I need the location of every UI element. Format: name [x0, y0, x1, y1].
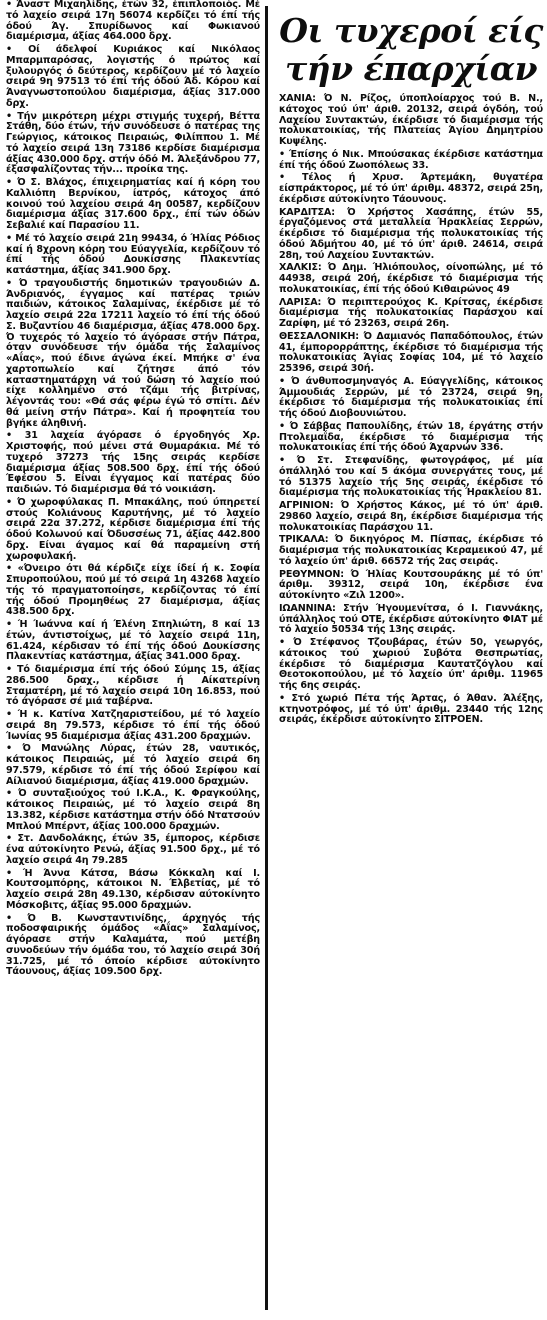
- news-item: • Στό χωριό Πέτα τής Άρτας, ό Άθαν. Άλέξης, κτηνοτρόφος, μέ τό ύπ' άριθμ. 23440 τής 12ης σειράς, έκέρδισε αύτοκίνητο ΣΙΤΡΟΕΝ.: [279, 692, 543, 726]
- news-item: • «Όνειρο ότι θά κέρδιζε είχε ίδεί ή κ. Σοφία Σπυροπούλου, πού μέ τό σειρά 1η 43268 λαχείο τής τό πραγματοποίησε, κερδίζοντας τό έπί τής όδού Προμηθέως 27 διαμέρισμα, άξίας 438.500 δρχ.: [6, 563, 260, 618]
- news-item: • Ό Σάββας Παπουλίδης, έτών 18, έργάτης στήν Πτολεμαΐδα, έκέρδισε τό διαμέρισμα τής πολυκατοικίας έπί τής όδού Άχαρνών 336.: [279, 420, 543, 454]
- news-item: ΡΕΘΥΜΝΟΝ: Ό Ήλίας Κουτσουράκης μέ τό ύπ' άριθμ. 39312, σειρά 10η, έκέρδισε ένα αύτοκίνητο «Ζιλ 1200».: [279, 568, 543, 601]
- left-column: [6, 0, 260, 980]
- news-item: • Ό συνταξιούχος τού Ι.Κ.Α., Κ. Φραγκούλης, κάτοικος Πειραιώς, μέ τό λαχείο σειρά 8η 13.382, κέρδισε κατάστημα στήν όδό Ντατσούν Μπλού Μπέρντ, άξίας 100.000 δραχμών.: [6, 788, 260, 832]
- news-item: • Ό τραγουδιστής δημοτικών τραγουδιών Δ. Άνδριανός, έγγαμος καί πατέρας τριών παιδιών, κάτοικος Σαλαμίνας, έκέρδισε μέ τό λαχείο σειρά 22α 17211 λαχείο τό έπί τής όδού Σ. Βυζαντίου 46 διαμέρισμα, άξίας 478.000 δρχ. Ό τυχερός τό λαχείο τό άγόρασε στήν Πάτρα, όταν συνόδευσε τήν όμάδα τής Σαλαμίνος «Αΐας», πού έδινε άγώνα έκεί. Μπήκε σ' ένα χαρτοπωλείο καί ζήτησε άπό τόν καταστηματάρχη νά τού δώση τό λαχείο πού είχε κολλημένο στό τζάμι τής βιτρίνας, λέγοντάς του: «Θά σάς φέρω έγώ τό σπίτι. Δέν θά μείνη στήν Πάτρα». Καί ή προφητεία του βγήκε άληθινή.: [6, 277, 260, 429]
- news-item: • Ό Β. Κωνσταντινίδης, άρχηγός τής ποδοσφαιρικής όμάδος «Αΐας» Σαλαμίνος, άγόρασε στήν Καλαμάτα, πού μετέβη συνοδεύων τήν όμάδα του, τό λαχείο σειρά 30ή 31.725, μέ τό όποίο κέρδισε αύτοκίνητο Τάουνους, άξίας 109.500 δρχ.: [6, 912, 260, 978]
- news-item: • Τέλος ή Χρυσ. Άρτεμάκη, θυγατέρα είσπράκτορος, μέ τό ύπ' άριθμ. 48372, σειρά 25η, έκέρδισε αύτοκίνητο Τάουνους.: [279, 172, 543, 205]
- news-item: • Ή Ίωάννα καί ή Έλένη Σπηλιώτη, 8 καί 13 έτών, άντιστοίχως, μέ τό λαχείο σειρά 11η, 61.424, κέρδισαν τό έπί τής όδού Δουκίσσης Πλακεντίας κατάστημα, άξίας 341.000 δραχ.: [6, 619, 260, 663]
- news-item: • Ό άνθυποσμηναγός Α. Εύαγγελίδης, κάτοικος Άμμουδιάς Σερρών, μέ τό 23724, σειρά 9η, έκέρδισε τό διαμέρισμα τής πολυκατοικίας έπί τής όδού Διοβουνιώτου.: [279, 375, 543, 419]
- news-item: • Τό διαμέρισμα έπί τής όδού Σύμης 15, άξίας 286.500 δραχ., κέρδισε ή Αίκατερίνη Σταματέρη, μέ τό λαχείο σειρά 10η 16.853, πού τό άγόρασε σέ μιά ταβέρνα.: [6, 664, 260, 708]
- news-item: • Ό Σ. Βλάχος, έπιχειρηματίας καί ή κόρη του Καλλιόπη Βερνίκου, ίατρός, κάτοχος άπό κοινού τού λαχείου σειρά 4η 00587, κερδίζουν διαμέρισμα άξίας 317.600 δρχ., έπί τών όδών Σεβαλιέ καί Παρασίου 11.: [6, 177, 260, 231]
- news-item: ΙΩΑΝΝΙΝΑ: Στήν Ήγουμενίτσα, ό Ι. Γιαννάκης, ύπάλληλος τού ΟΤΕ, έκέρδισε αύτοκίνητο ΦΙΑΤ μέ τό λαχείο 50534 τής 13ης σειράς.: [279, 602, 543, 636]
- headline-line-2: τήν έπαρχίαν: [284, 49, 538, 88]
- right-column: [279, 0, 543, 728]
- news-item: ΑΓΡΙΝΙΟΝ: Ό Χρήστος Κάκος, μέ τό ύπ' άριθ. 29860 λαχείο, σειρά 8η, έκέρδισε διαμέρισμα τής πολυκατοικίας Παράσχου 11.: [279, 500, 543, 533]
- news-item: ΛΑΡΙΣΑ: Ό περιπτερούχος Κ. Κρίτσας, έκέρδισε διαμέρισμα τής πολυκατοικίας Παράσχου καί Ζαρίφη, μέ τό 23263, σειρά 26η.: [279, 296, 543, 329]
- news-item: • Τήν μικρότερη μέχρι στιγμής τυχερή, Βέττα Στάθη, δύο έτών, τήν συνόδευσε ό πατέρας της Γεώργιος, κάτοικος Πειραιώς, Φιλίππου 1. Μέ τό λαχείο σειρά 13η 73186 κερδίσε διαμέρισμα άξίας 430.000 δρχ. στήν όδό Μ. Άλεξάνδρου 77, έξασφαλίζοντας τήν... προίκα της.: [6, 110, 260, 176]
- news-item: ΘΕΣΣΑΛΟΝΙΚΗ: Ό Δαμιανός Παπαδόπουλος, έτών 41, έμπορορράπτης, έκέρδισε τό διαμέρισμα τής πολυκατοικίας Άγίας Σοφίας 104, μέ τό λαχείο 25396, σειρά 30ή.: [279, 330, 543, 374]
- news-item: • Ό Στέφανος Τζουβάρας, έτών 50, γεωργός, κάτοικος τού χωριού Συβότα Θεσπρωτίας, έκέρδισε τό διαμέρισμα Καυτατζόγλου καί Θεοτοκοπούλου, μέ τό λαχείο ύπ' άριθμ. 11965 τής 6ης σειράς.: [279, 637, 543, 691]
- news-item: • Έπίσης ό Νικ. Μπούσακας έκέρδισε κατάστημα έπί τής όδού Ζωοπόλεως 33.: [279, 148, 543, 171]
- news-item: ΧΑΛΚΙΣ: Ό Δημ. Ήλιόπουλος, οίνοπώλης, μέ τό 44938, σειρά 20ή, έκέρδισε τό διαμέρισμα τής πολυκατοικίας, έπί τής όδού Κιθαιρώνος 49: [279, 262, 543, 295]
- news-item: • Ή Άννα Κάτσα, Βάσω Κόκκαλη καί Ι. Κουτσομπόρης, κάτοικοι Ν. Έλβετίας, μέ τό λαχείο σειρά 28η 49.130, κέρδισαν αύτοκίνητο Μόσκοβιτς, άξίας 95.000 δραχμών.: [6, 867, 260, 911]
- news-item: • 31 λαχεία άγόρασε ό έργοδηγός Χρ. Χριστοφής, πού μένει στά Θυμαράκια. Μέ τό τυχερό 37273 τής 15ης σειράς κερδίσε διαμέρισμα άξίας 508.500 δρχ. έπί τής όδού Έφέσου 5. Είναι έγγαμος καί πατέρας δύο παιδιών. Τό διαμέρισμα θά τό νοικιάση.: [6, 430, 260, 495]
- headline: [279, 12, 543, 88]
- news-item: • Ό Μανώλης Λύρας, έτών 28, ναυτικός, κάτοικος Πειραιώς, μέ τό λαχείο σειρά 6η 97.579, κέρδισε τό έπί τής όδού Σερίφου καί Αίλιανού διαμέρισμα, άξίας 419.000 δραχμών.: [6, 743, 260, 787]
- news-item: • Ό Στ. Στεφανίδης, φωτογράφος, μέ μία όπάλληλό του καί 5 άκόμα συνεργάτες τους, μέ τό 51375 λαχείο τής 5ης σειράς, έκέρδισε τό διαμέρισμα τής πολυκατοικίας τής Ήρακλείου 81.: [279, 455, 543, 499]
- news-item: ΤΡΙΚΑΛΑ: Ό δικηγόρος Μ. Πίσπας, έκέρδισε τό διαμέρισμα τής πολυκατοικίας Κεραμεικού 47, μέ τό λαχείο ύπ' άριθ. 66572 τής 2ας σειράς.: [279, 534, 543, 567]
- news-item: • Ή κ. Κατίνα Χατζηαριστείδου, μέ τό λαχείο σειρά 8η 79.573, κέρδισε τό έπί τής όδού Ίωνίας 95 διαμέρισμα άξίας 431.200 δραχμών.: [6, 709, 260, 742]
- news-item: • Οί άδελφοί Κυριάκος καί Νικόλαος Μπαρμπαρόσας, λογιστής ό πρώτος καί ξυλουργός ό δεύτερος, κερδίζουν μέ τό λαχείο σειρά 9η 97513 τό έπί τής όδού Άδ. Κόρου καί Άναγνωστοπούλου διαμέρισμα, άξίας 317.000 δρχ.: [6, 44, 260, 109]
- right-column-items: [279, 94, 543, 726]
- headline-line-1: Οι τυχεροί είς: [279, 11, 543, 50]
- news-item: • Μέ τό λαχείο σειρά 21η 99434, ό Ήλίας Ρόδιος καί ή 8χρονη κόρη του Εύαγγελία, κερδίζουν τό έπί τής όδού Δουκίσσης Πλακεντίας κατάστημα, άξίας 341.900 δρχ.: [6, 232, 260, 276]
- news-item: ΧΑΝΙΑ: Ό Ν. Ρίζος, ύποπλοίαρχος τού Β. Ν., κάτοχος τού ύπ' άριθ. 20132, σειρά όγδόη, τού Λαχείου Συντακτών, έκέρδισε τό διαμέρισμα τής πολυκατοικίας, τής Πλατείας Άγίου Δημητρίου Κυψέλης.: [279, 93, 543, 147]
- news-item: • Στ. Δανδολάκης, έτών 35, έμπορος, κέρδισε ένα αύτοκίνητο Ρενώ, άξίας 91.500 δρχ., μέ τό λαχείο σειρά 4η 79.285: [6, 833, 260, 866]
- column-divider: [265, 6, 268, 1310]
- news-item: • Ό χωροφύλακας Π. Μπακάλης, πού ύπηρετεί στούς Κολιάνους Καρυτήνης, μέ τό λαχείο σειρά 22α 37.272, κέρδισε διαμέρισμα έπί τής όδού Κολωνού καί Όδυσσέως 71, άξίας 442.800 δρχ. Είναι άγαμος καί θά παραμείνη στή χωροφυλακή.: [6, 496, 260, 562]
- news-item: ΚΑΡΔΙΤΣΑ: Ό Χρήστος Χασάπης, έτών 55, έργαζόμενος στά μεταλλεία Ήρακλείας Σερρών, έκέρδισε τό διαμέρισμα τής πολυκατοικίας τής όδού Άδμήτου 40, μέ τό ύπ' άριθ. 24614, σειρά 28η, τού Λαχείου Συντακτών.: [279, 206, 543, 261]
- news-item: • Άναστ Μιχαηλίδης, έτών 32, έπιπλοποιός. Μέ τό λαχείο σειρά 17η 56074 κερδίζει τό έπί τής όδού Άγ. Σπυρίδωνος καί Φωκιανού διαμέρισμα, άξίας 464.000 δρχ.: [6, 0, 260, 43]
